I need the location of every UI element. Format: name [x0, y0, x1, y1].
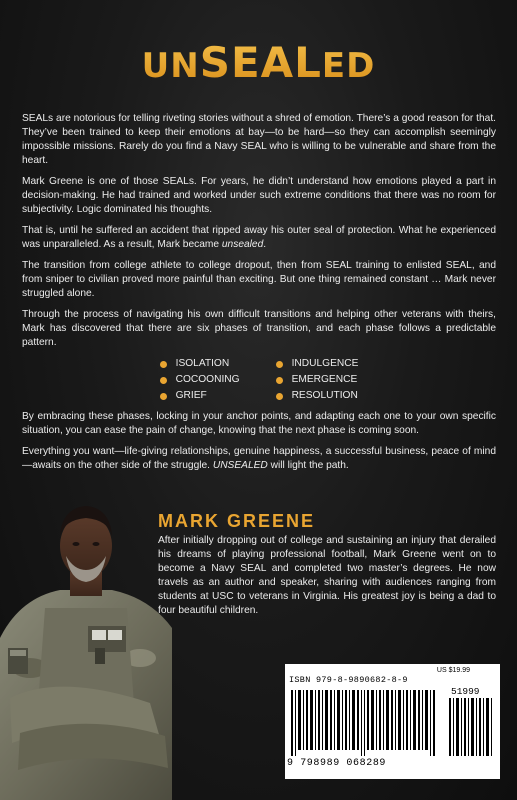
- paragraph-italic: UNSEALED: [212, 460, 268, 471]
- price-label: US $19.99: [436, 667, 470, 674]
- phase-item: [160, 357, 240, 371]
- paragraph-text: That is, until he suffered an accident that ripped away his outer seal of protection. What he experienced was unparalleled. As a result, Mark became: [22, 225, 496, 250]
- phase-label: GRIEF: [175, 390, 207, 401]
- paragraph: [22, 224, 496, 252]
- paragraph-text: Everything you want—life-giving relationships, genuine happiness, a successful business, peace of mind—awaits on the other side of the struggle.: [22, 446, 496, 471]
- barcode-bars-icon: [291, 690, 441, 756]
- paragraph: SEALs are notorious for telling riveting stories without a shred of emotion. There’s a good reason for that. They’ve been trained to keep their emotions at bay—to be hard—so they can accomplish seemingly impossible missions. Rarely do you find a Navy SEAL who is willing to be vulnerable and share from the heart.: [22, 113, 496, 166]
- paragraph: The transition from college athlete to college dropout, then from SEAL training to enlisted SEAL, and from sniper to civilian proved more painful than exciting. But one thing remained constant … Mark never struggled alone.: [22, 260, 496, 299]
- paragraph-end: .: [263, 239, 267, 250]
- paragraph: By embracing these phases, locking in your anchor points, and adapting each one to your own specific situation, you can ease the pain of change, knowing that the next phase is coming soon.: [22, 411, 496, 436]
- paragraph: Through the process of navigating his own difficult transitions and helping other veterans with theirs, Mark has discovered that there are six phases of transition, and each phase follows a predictable pattern.: [22, 309, 496, 348]
- phases-column-left: [160, 357, 240, 403]
- isbn-barcode: [285, 664, 500, 779]
- author-photo: [0, 498, 172, 800]
- phase-label: EMERGENCE: [291, 374, 358, 385]
- paragraph: Mark Greene is one of those SEALs. For years, he didn’t understand how emotions played a part in decision-making. He had trained and worked under such extreme conditions that there was no room for subjectivity. Logic dominated his thoughts.: [22, 176, 496, 215]
- phases-column-right: [276, 357, 359, 403]
- bullet-dot-icon: [160, 393, 167, 400]
- phase-item: [160, 373, 240, 387]
- description: [22, 112, 496, 480]
- author-bio: After initially dropping out of college and sustaining an injury that derailed his dreams of playing professional football, Mark Greene went on to become a Navy SEAL and completed two master’s degrees. He now travels as an author and speaker, sharing with audiences ranging from students at USC to veterans in Virginia. His greatest joy is being a dad to four beautiful children.: [158, 535, 496, 616]
- bullet-dot-icon: [160, 377, 167, 384]
- paragraph-italic: unsealed: [221, 239, 264, 250]
- phase-label: COCOONING: [175, 374, 240, 385]
- author-name: MARK GREENE: [158, 511, 316, 531]
- addon-barcode-bars-icon: [449, 698, 493, 756]
- paragraph: [22, 445, 496, 473]
- phase-label: INDULGENCE: [291, 358, 359, 369]
- phase-item: [276, 389, 359, 403]
- bullet-dot-icon: [276, 377, 283, 384]
- phases-list: [22, 357, 496, 403]
- isbn-label: ISBN 979-8-9890682-8-9: [289, 675, 408, 685]
- phase-item: [276, 357, 359, 371]
- title-part-un: UN: [141, 46, 200, 86]
- phase-label: RESOLUTION: [291, 390, 358, 401]
- bullet-dot-icon: [276, 393, 283, 400]
- ean-number: 9 798989 068289: [287, 758, 387, 769]
- phase-item: [276, 373, 359, 387]
- price-code-label: 51999: [451, 686, 480, 697]
- book-title: [0, 38, 517, 87]
- paragraph-end: will light the path.: [267, 460, 349, 471]
- bullet-dot-icon: [160, 361, 167, 368]
- title-part-seal: SEAL: [199, 38, 322, 87]
- phase-item: [160, 389, 240, 403]
- bullet-dot-icon: [276, 361, 283, 368]
- title-part-ed: ED: [321, 46, 376, 86]
- phase-label: ISOLATION: [175, 358, 230, 369]
